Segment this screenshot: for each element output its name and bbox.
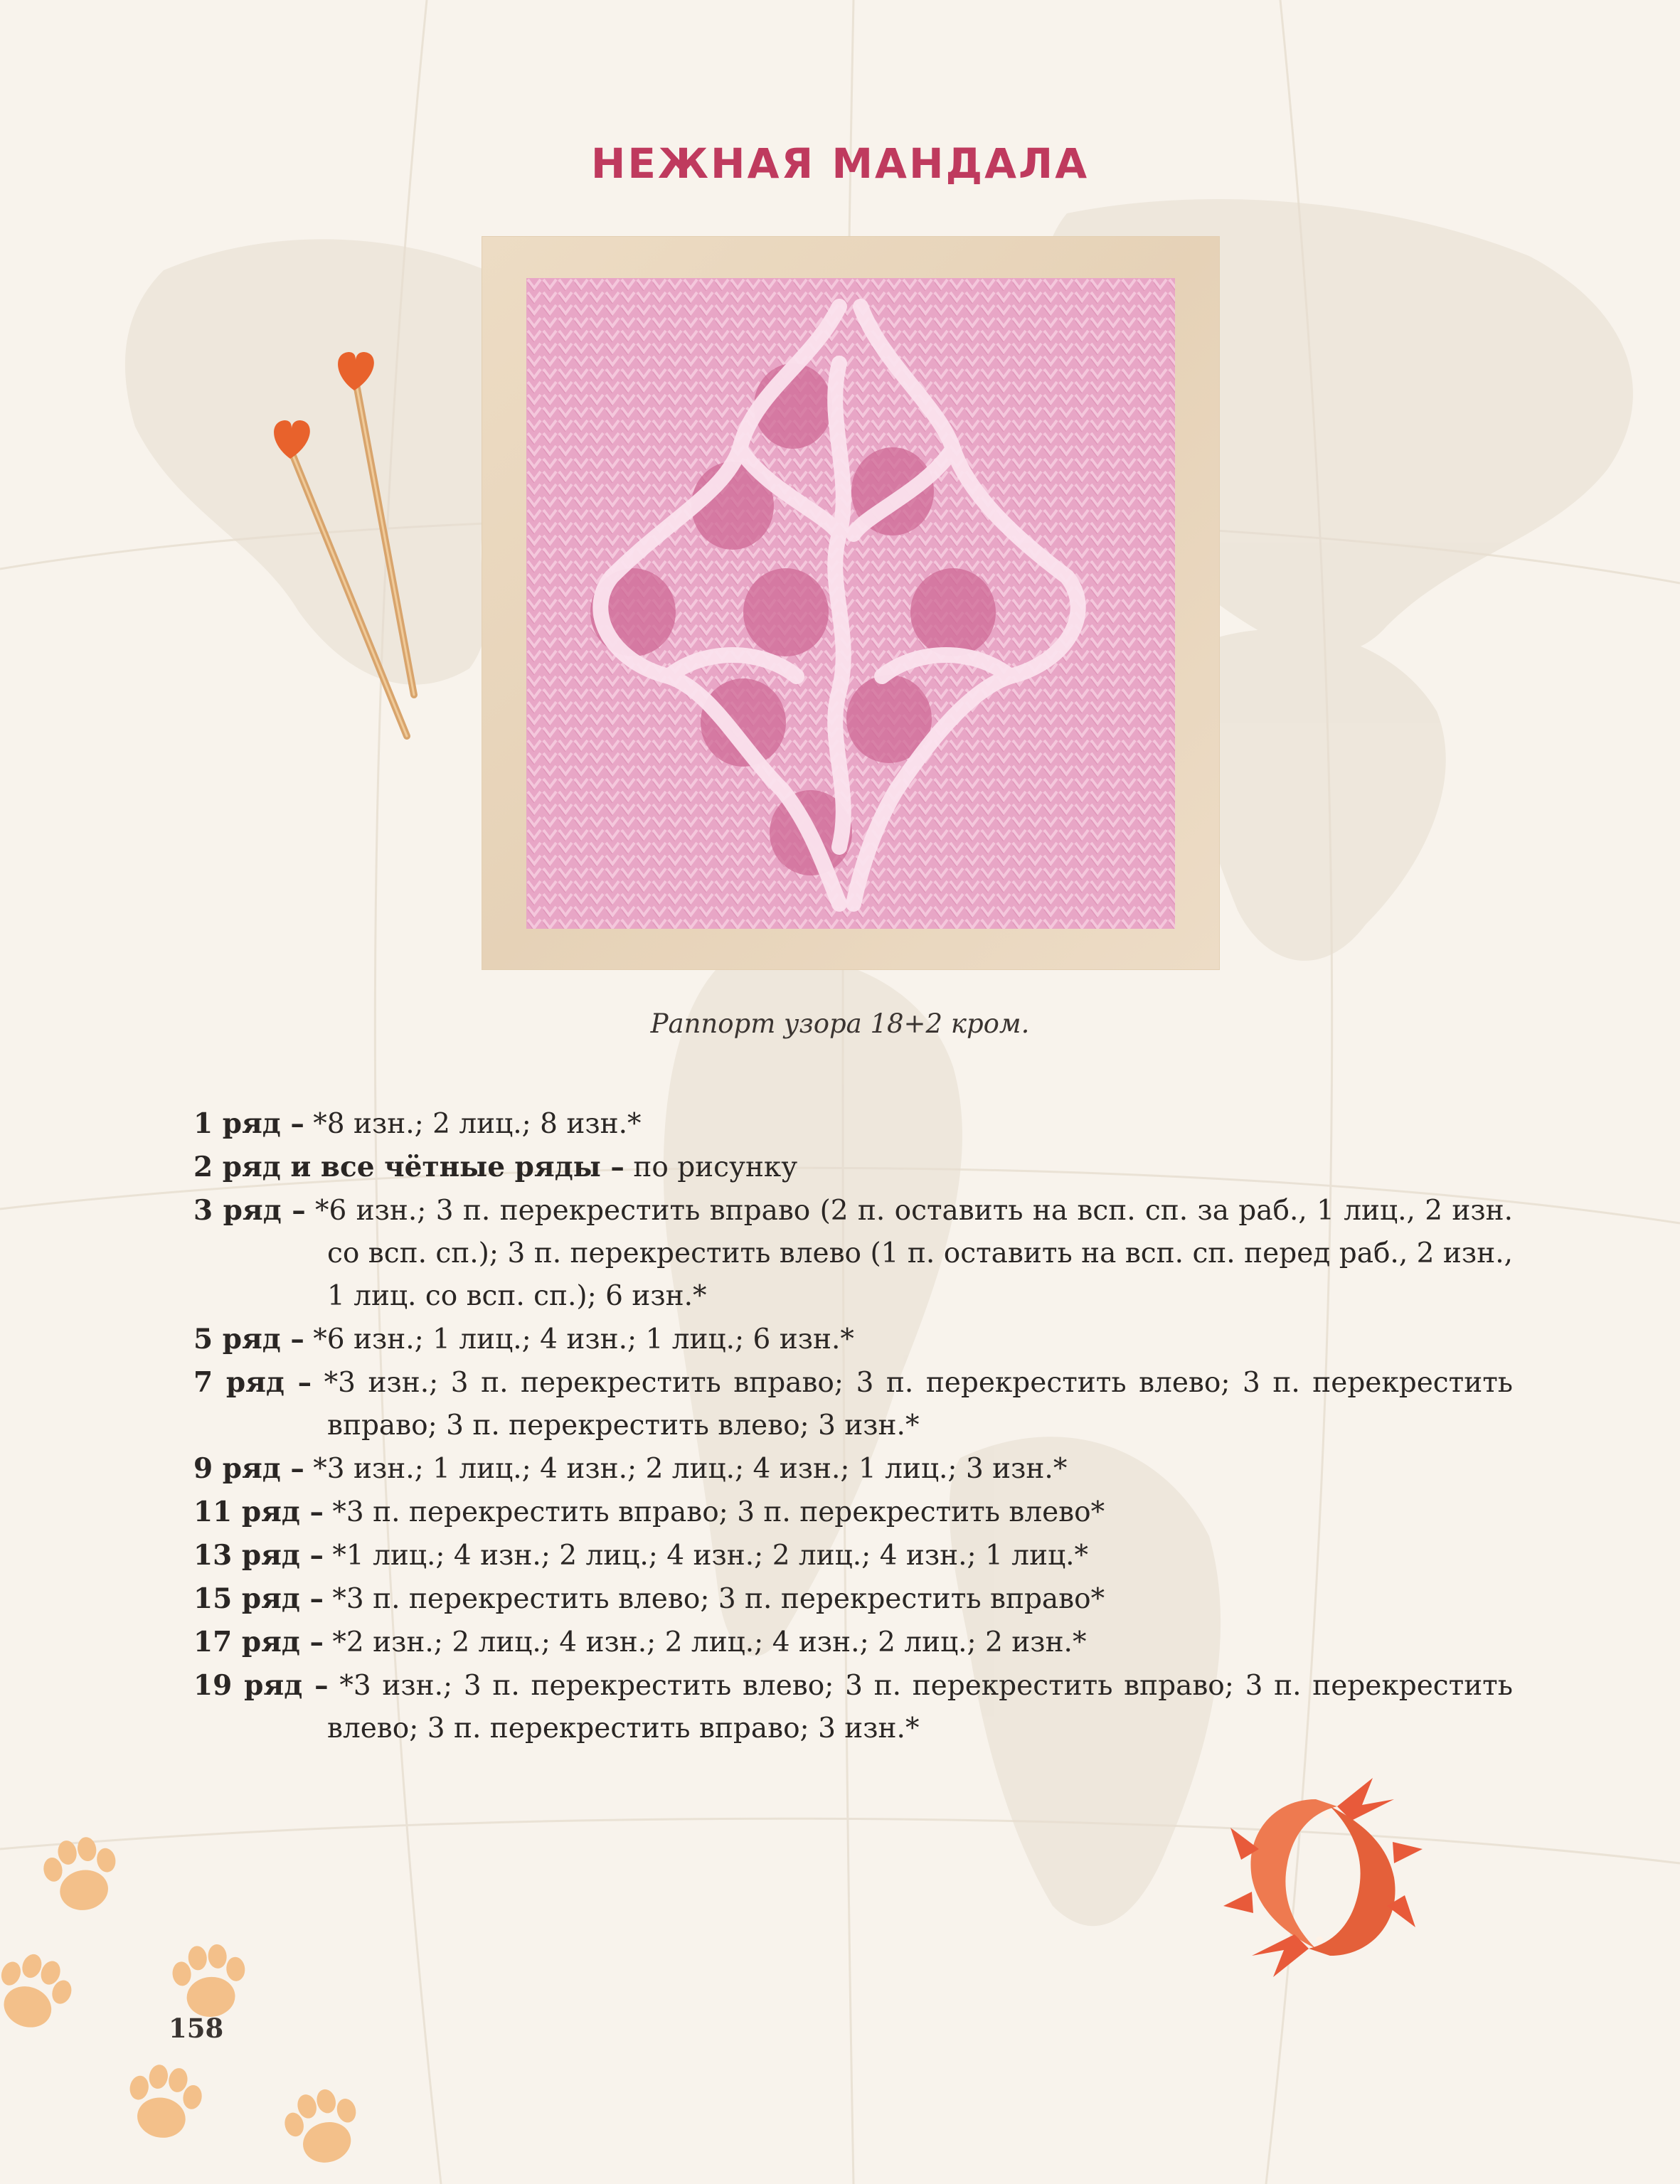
instruction-row	[193, 1318, 1513, 1361]
instruction-row	[193, 1664, 1513, 1750]
paw-prints-illustration	[0, 1792, 398, 2184]
row-text: *6 изн.; 1 лиц.; 4 изн.; 1 лиц.; 6 изн.*	[304, 1323, 854, 1355]
page-title: НЕЖНАЯ МАНДАЛА	[590, 139, 1090, 188]
row-text: *8 изн.; 2 лиц.; 8 изн.*	[304, 1108, 642, 1140]
koi-fish-illustration	[1209, 1771, 1437, 1984]
instruction-row	[193, 1102, 1513, 1146]
row-text: *3 п. перекрестить влево; 3 п. перекрестить вправо*	[324, 1583, 1105, 1615]
instruction-list	[193, 1102, 1513, 1750]
instruction-row	[193, 1621, 1513, 1664]
instruction-row	[193, 1577, 1513, 1621]
row-text: *3 п. перекрестить вправо; 3 п. перекрестить влево*	[324, 1496, 1105, 1528]
page-number: 158	[169, 2013, 224, 2044]
instruction-row	[193, 1361, 1513, 1447]
knit-texture	[526, 278, 1175, 929]
instruction-row	[193, 1189, 1513, 1318]
row-label: 1 ряд –	[193, 1107, 304, 1140]
photo-caption: Раппорт узора 18+2 кром.	[650, 1008, 1030, 1039]
row-text: *2 изн.; 2 лиц.; 4 изн.; 2 лиц.; 4 изн.; 2 лиц.; 2 изн.*	[324, 1626, 1087, 1658]
row-text: *6 изн.; 3 п. перекрестить вправо (2 п. оставить на всп. сп. за раб., 1 лиц., 2 изн. со всп. сп.); 3 п. перекрестить влево (1 п. оставить на всп. сп. перед раб., 2 изн., 1 лиц. со всп. сп.); 6 изн.*	[305, 1195, 1513, 1312]
knitting-needles-illustration	[256, 352, 441, 750]
row-label: 15 ряд –	[193, 1582, 324, 1615]
row-label: 5 ряд –	[193, 1323, 304, 1355]
row-label: 3 ряд –	[193, 1194, 306, 1227]
row-label: 17 ряд –	[193, 1626, 324, 1658]
instruction-row	[193, 1447, 1513, 1491]
row-text: *1 лиц.; 4 изн.; 2 лиц.; 4 изн.; 2 лиц.; 4 изн.; 1 лиц.*	[324, 1540, 1089, 1572]
instruction-row	[193, 1491, 1513, 1534]
row-label: 9 ряд –	[193, 1452, 304, 1485]
row-label: 11 ряд –	[193, 1496, 324, 1528]
row-text: *3 изн.; 1 лиц.; 4 изн.; 2 лиц.; 4 изн.; 1 лиц.; 3 изн.*	[304, 1453, 1068, 1485]
row-text: по рисунку	[624, 1151, 798, 1183]
row-label: 7 ряд –	[193, 1366, 312, 1399]
instruction-row	[193, 1534, 1513, 1577]
instruction-row	[193, 1146, 1513, 1189]
row-label: 13 ряд –	[193, 1539, 324, 1572]
knitted-sample-photo	[482, 237, 1219, 969]
row-text: *3 изн.; 3 п. перекрестить вправо; 3 п. перекрестить влево; 3 п. перекрестить вправо; 3 п. перекрестить влево; 3 изн.*	[312, 1367, 1513, 1442]
row-label: 2 ряд и все чётные ряды –	[193, 1151, 624, 1183]
row-text: *3 изн.; 3 п. перекрестить влево; 3 п. перекрестить вправо; 3 п. перекрестить влево; 3 п. перекрестить вправо; 3 изн.*	[327, 1670, 1513, 1744]
row-label: 19 ряд –	[193, 1669, 329, 1702]
